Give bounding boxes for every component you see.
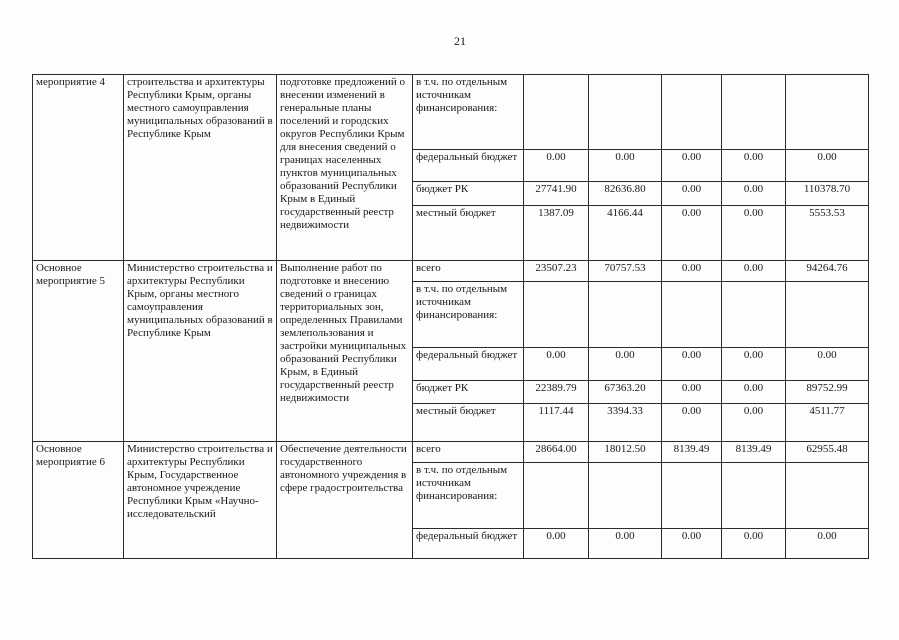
description-cell: Обеспечение деятельности государственного автономного учреждения в сфере градостроительства <box>277 442 413 559</box>
value-cell: 4166.44 <box>589 206 662 261</box>
source-cell: в т.ч. по отдельным источникам финансирования: <box>413 282 524 348</box>
source-cell: всего <box>413 442 524 463</box>
event-name-cell: мероприятие 4 <box>33 75 124 261</box>
value-cell: 0.00 <box>589 529 662 559</box>
page-number: 21 <box>454 34 466 48</box>
source-cell: федеральный бюджет <box>413 529 524 559</box>
description-cell: Выполнение работ по подготовке и внесению сведений о границах территориальных зон, определенных Правилами землепользования и застройки муниципальных образований Республики Крым, в Единый государственный реестр недвижимости <box>277 261 413 442</box>
value-cell <box>589 463 662 529</box>
value-cell <box>524 75 589 150</box>
value-cell: 18012.50 <box>589 442 662 463</box>
source-cell: местный бюджет <box>413 404 524 442</box>
value-cell <box>589 282 662 348</box>
source-cell: всего <box>413 261 524 282</box>
table-row <box>33 261 869 282</box>
source-cell: бюджет РК <box>413 182 524 206</box>
value-cell: 1117.44 <box>524 404 589 442</box>
value-cell: 0.00 <box>524 529 589 559</box>
source-cell: в т.ч. по отдельным источникам финансирования: <box>413 463 524 529</box>
table-row <box>33 442 869 463</box>
value-cell: 110378.70 <box>786 182 869 206</box>
value-cell: 0.00 <box>786 150 869 182</box>
table-row <box>33 75 869 150</box>
event-name-cell: Основное мероприятие 6 <box>33 442 124 559</box>
budget-table <box>32 74 869 559</box>
value-cell <box>722 75 786 150</box>
value-cell <box>786 75 869 150</box>
value-cell: 0.00 <box>722 404 786 442</box>
source-cell: в т.ч. по отдельным источникам финансирования: <box>413 75 524 150</box>
value-cell: 82636.80 <box>589 182 662 206</box>
value-cell: 23507.23 <box>524 261 589 282</box>
value-cell: 0.00 <box>722 206 786 261</box>
value-cell: 8139.49 <box>722 442 786 463</box>
value-cell <box>786 463 869 529</box>
value-cell <box>524 463 589 529</box>
value-cell: 94264.76 <box>786 261 869 282</box>
value-cell: 0.00 <box>662 206 722 261</box>
source-cell: бюджет РК <box>413 381 524 404</box>
description-cell: подготовке предложений о внесении изменений в генеральные планы поселений и городских округов Республики Крым для внесения сведений о границах населенных пунктов муниципальных образований Республики Крым в Единый государственный реестр недвижимости <box>277 75 413 261</box>
value-cell: 0.00 <box>589 150 662 182</box>
value-cell: 89752.99 <box>786 381 869 404</box>
value-cell: 27741.90 <box>524 182 589 206</box>
value-cell: 0.00 <box>722 381 786 404</box>
value-cell: 0.00 <box>662 404 722 442</box>
value-cell: 0.00 <box>662 150 722 182</box>
value-cell <box>722 463 786 529</box>
value-cell: 0.00 <box>662 261 722 282</box>
value-cell: 0.00 <box>524 150 589 182</box>
executor-cell: Министерство строительства и архитектуры Республики Крым, Государственное автономное учреждение Республики Крым «Научно-исследовательский <box>124 442 277 559</box>
value-cell: 0.00 <box>662 348 722 381</box>
value-cell <box>722 282 786 348</box>
value-cell: 0.00 <box>786 529 869 559</box>
value-cell: 0.00 <box>722 529 786 559</box>
value-cell: 1387.09 <box>524 206 589 261</box>
value-cell: 0.00 <box>722 150 786 182</box>
value-cell: 8139.49 <box>662 442 722 463</box>
value-cell: 0.00 <box>589 348 662 381</box>
value-cell <box>662 282 722 348</box>
value-cell <box>662 75 722 150</box>
value-cell: 4511.77 <box>786 404 869 442</box>
value-cell <box>524 282 589 348</box>
executor-cell: Министерство строительства и архитектуры Республики Крым, органы местного самоуправления муниципальных образований в Республике Крым <box>124 261 277 442</box>
value-cell: 3394.33 <box>589 404 662 442</box>
value-cell: 0.00 <box>722 348 786 381</box>
executor-cell: строительства и архитектуры Республики Крым, органы местного самоуправления муниципальных образований в Республике Крым <box>124 75 277 261</box>
value-cell: 22389.79 <box>524 381 589 404</box>
source-cell: местный бюджет <box>413 206 524 261</box>
value-cell: 0.00 <box>662 182 722 206</box>
source-cell: федеральный бюджет <box>413 150 524 182</box>
value-cell: 28664.00 <box>524 442 589 463</box>
value-cell: 62955.48 <box>786 442 869 463</box>
value-cell <box>589 75 662 150</box>
value-cell: 67363.20 <box>589 381 662 404</box>
value-cell: 0.00 <box>524 348 589 381</box>
value-cell: 70757.53 <box>589 261 662 282</box>
value-cell: 0.00 <box>786 348 869 381</box>
source-cell: федеральный бюджет <box>413 348 524 381</box>
value-cell: 0.00 <box>722 261 786 282</box>
value-cell <box>786 282 869 348</box>
value-cell: 0.00 <box>662 529 722 559</box>
value-cell: 0.00 <box>662 381 722 404</box>
event-name-cell: Основное мероприятие 5 <box>33 261 124 442</box>
value-cell: 0.00 <box>722 182 786 206</box>
value-cell <box>662 463 722 529</box>
value-cell: 5553.53 <box>786 206 869 261</box>
